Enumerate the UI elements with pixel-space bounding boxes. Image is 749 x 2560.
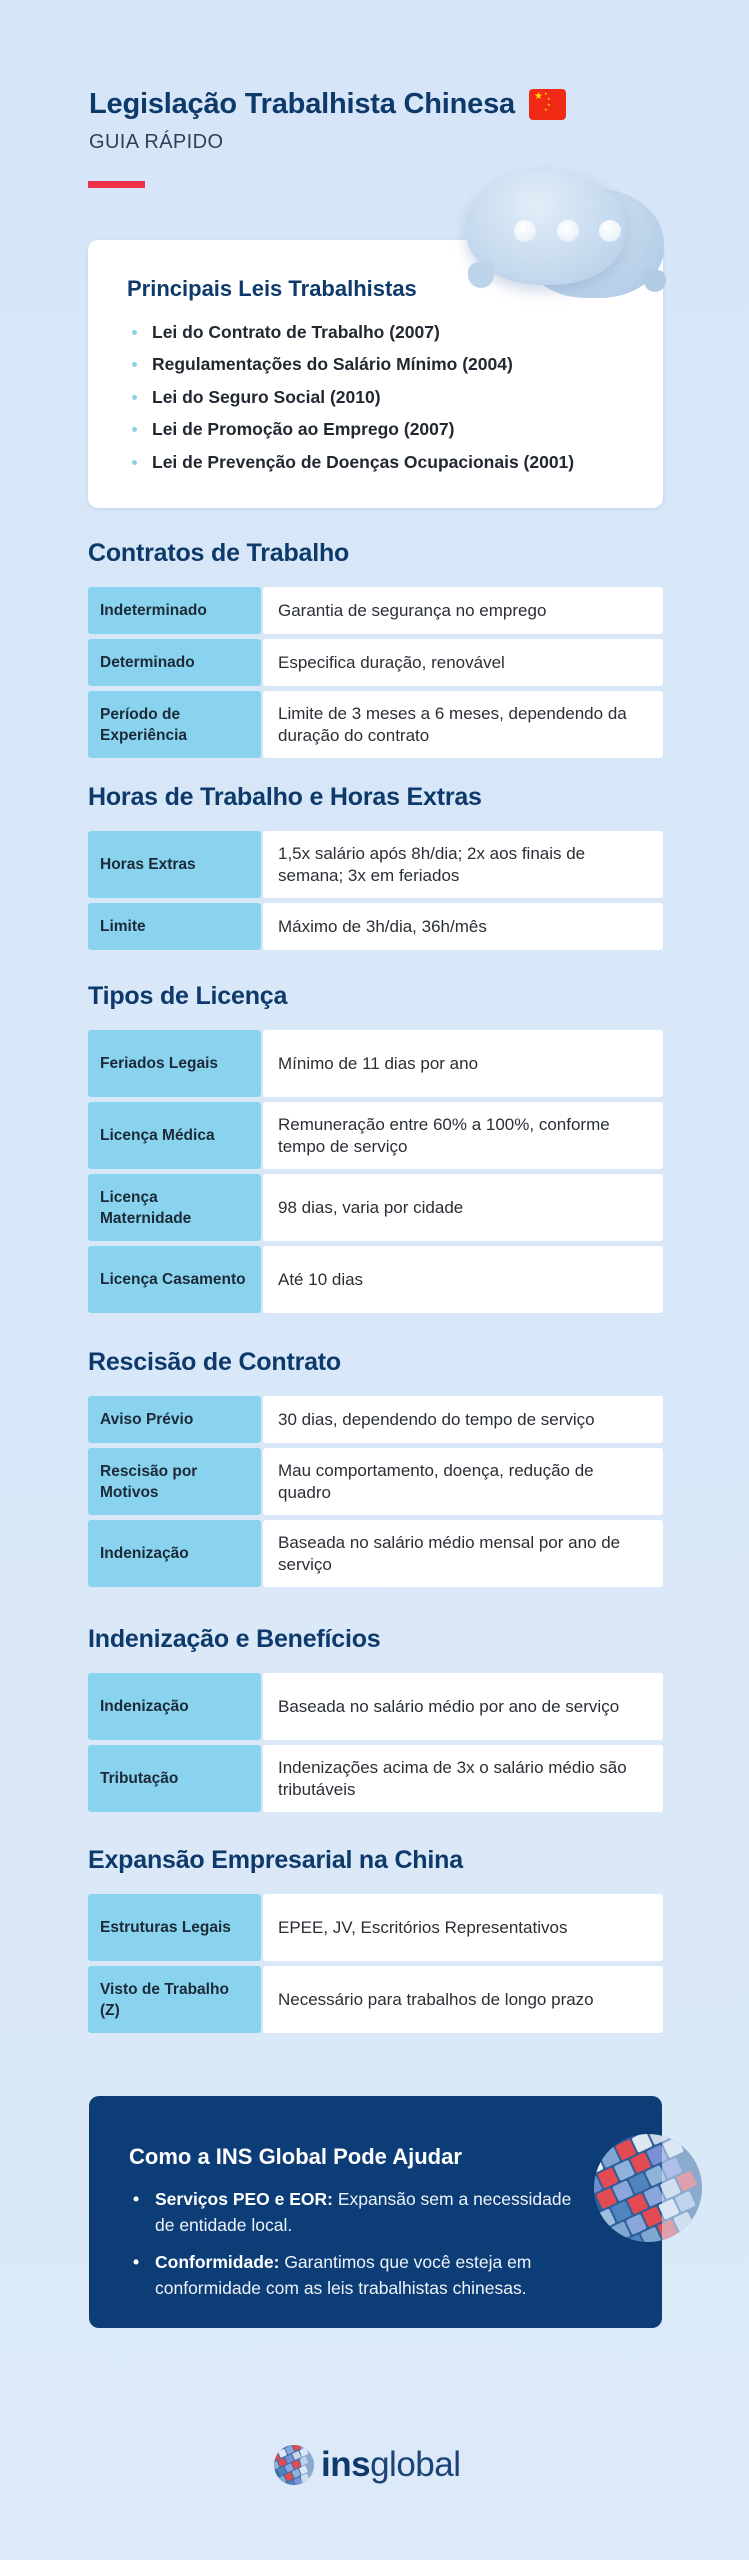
help-item-heading: Conformidade: (155, 2252, 280, 2272)
section-severance-benefits (88, 1619, 663, 1817)
row-value: Máximo de 3h/dia, 36h/mês (263, 903, 663, 950)
row-value: Remuneração entre 60% a 100%, conforme tempo de serviço (263, 1102, 663, 1169)
page-title-text: Legislação Trabalhista Chinesa (89, 88, 515, 120)
table-row (88, 1745, 663, 1812)
list-item (132, 381, 574, 414)
logo-wordmark-bold: ins (321, 2445, 371, 2484)
table-row (88, 587, 663, 634)
list-item (132, 349, 574, 382)
section-title: Expansão Empresarial na China (88, 1846, 463, 1874)
table-row (88, 691, 663, 758)
row-value: Especifica duração, renovável (263, 639, 663, 686)
row-label: Feriados Legais (88, 1030, 261, 1097)
row-label: Licença Médica (88, 1102, 261, 1169)
bullet-icon (132, 330, 137, 335)
table-row (88, 1448, 663, 1515)
list-item (132, 446, 574, 479)
header (89, 88, 566, 154)
table-row (88, 1030, 663, 1097)
table-row (88, 1520, 663, 1587)
page-subtitle: GUIA RÁPIDO (89, 131, 224, 153)
list-item-text: Lei do Seguro Social (2010) (152, 386, 381, 407)
row-label: Rescisão por Motivos (88, 1448, 261, 1515)
bullet-icon (132, 427, 137, 432)
section-leave-types (88, 976, 663, 1318)
row-value: 98 dias, varia por cidade (263, 1174, 663, 1241)
bullet-icon (132, 395, 137, 400)
list-item (133, 2186, 573, 2238)
ins-global-logo (273, 2444, 461, 2486)
row-label: Licença Maternidade (88, 1174, 261, 1241)
table-row (88, 1966, 663, 2033)
row-label: Aviso Prévio (88, 1396, 261, 1443)
help-title: Como a INS Global Pode Ajudar (129, 2144, 462, 2169)
section-employment-contracts (88, 533, 663, 763)
section-working-hours (88, 777, 663, 955)
chat-bubbles-icon (462, 158, 672, 308)
list-item-text: Lei de Promoção ao Emprego (2007) (152, 419, 455, 440)
table-row (88, 1673, 663, 1740)
page-title (89, 88, 566, 121)
ins-globe-logo-icon (273, 2444, 315, 2486)
row-label: Tributação (88, 1745, 261, 1812)
section-title: Tipos de Licença (88, 982, 288, 1010)
table-row (88, 1174, 663, 1241)
table-row (88, 1102, 663, 1169)
row-value: Baseada no salário médio por ano de serviço (263, 1673, 663, 1740)
list-item-text: Regulamentações do Salário Mínimo (2004) (152, 354, 513, 375)
bullet-icon: • (133, 2252, 140, 2272)
row-label: Período de Experiência (88, 691, 261, 758)
row-value: 1,5x salário após 8h/dia; 2x aos finais de semana; 3x em feriados (263, 831, 663, 898)
row-label: Determinado (88, 639, 261, 686)
list-item (132, 316, 574, 349)
list-item-text: Lei do Contrato de Trabalho (2007) (152, 321, 440, 342)
help-list (133, 2186, 573, 2312)
ins-globe-icon (592, 2132, 704, 2244)
row-value: Até 10 dias (263, 1246, 663, 1313)
table-row (88, 1246, 663, 1313)
row-label: Indenização (88, 1673, 261, 1740)
logo-wordmark (321, 2445, 461, 2485)
list-item-text (155, 2186, 573, 2238)
list-item-text (155, 2249, 573, 2301)
china-flag-icon: ★ ★ ★ ★ ★ (529, 89, 566, 120)
list-item (132, 414, 574, 447)
row-label: Indeterminado (88, 587, 261, 634)
list-item-text: Lei de Prevenção de Doenças Ocupacionais (2001) (152, 451, 575, 472)
logo-wordmark-light: global (370, 2445, 461, 2484)
section-title: Horas de Trabalho e Horas Extras (88, 783, 482, 811)
row-value: Garantia de segurança no emprego (263, 587, 663, 634)
row-value: Necessário para trabalhos de longo prazo (263, 1966, 663, 2033)
help-item-body: Garantimos que você esteja em conformidade com as leis trabalhistas chinesas. (155, 2252, 532, 2298)
table-row (88, 1894, 663, 1961)
main-laws-list (132, 316, 574, 479)
bullet-icon (132, 460, 137, 465)
row-label: Indenização (88, 1520, 261, 1587)
row-value: EPEE, JV, Escritórios Representativos (263, 1894, 663, 1961)
row-label: Estruturas Legais (88, 1894, 261, 1961)
section-title: Rescisão de Contrato (88, 1348, 342, 1376)
row-label: Horas Extras (88, 831, 261, 898)
list-item (133, 2249, 573, 2301)
row-label: Visto de Trabalho (Z) (88, 1966, 261, 2033)
row-label: Limite (88, 903, 261, 950)
row-label: Licença Casamento (88, 1246, 261, 1313)
table-row (88, 1396, 663, 1443)
row-value: 30 dias, dependendo do tempo de serviço (263, 1396, 663, 1443)
section-title: Contratos de Trabalho (88, 539, 350, 567)
section-business-expansion (88, 1840, 663, 2038)
bullet-icon (132, 362, 137, 367)
accent-divider (88, 181, 145, 188)
row-value: Limite de 3 meses a 6 meses, dependendo da duração do contrato (263, 691, 663, 758)
row-value: Mínimo de 11 dias por ano (263, 1030, 663, 1097)
section-contract-termination (88, 1342, 663, 1592)
ins-global-help-box (89, 2096, 662, 2328)
help-item-body: Expansão sem a necessidade de entidade local. (155, 2189, 572, 2235)
main-laws-title: Principais Leis Trabalhistas (127, 276, 417, 301)
row-value: Baseada no salário médio mensal por ano de serviço (263, 1520, 663, 1587)
table-row (88, 831, 663, 898)
help-item-heading: Serviços PEO e EOR: (155, 2189, 333, 2209)
row-value: Indenizações acima de 3x o salário médio são tributáveis (263, 1745, 663, 1812)
table-row (88, 639, 663, 686)
bullet-icon: • (133, 2189, 140, 2209)
row-value: Mau comportamento, doença, redução de quadro (263, 1448, 663, 1515)
table-row (88, 903, 663, 950)
section-title: Indenização e Benefícios (88, 1625, 381, 1653)
